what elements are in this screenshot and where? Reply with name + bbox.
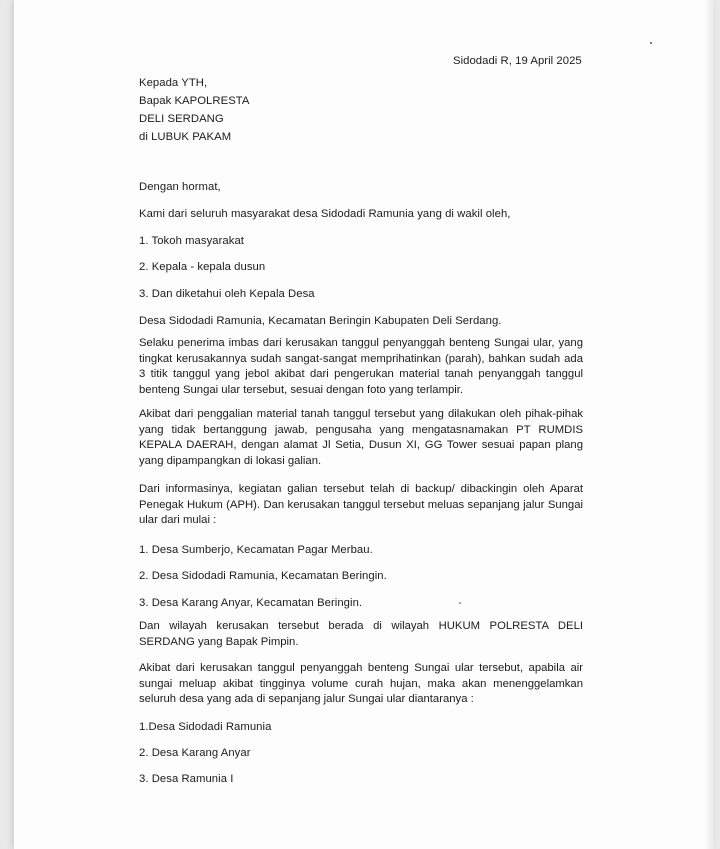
representative-item: 3. Dan diketahui oleh Kepala Desa <box>139 288 315 300</box>
paper-speck <box>459 602 461 604</box>
body-paragraph: Selaku penerima imbas dari kerusakan tanggul penyanggah benteng Sungai ular, yang tingkat kerusakannya sudah sangat-sangat memprihatinkan (parah), bahkan sudah ada 3 titik tanggul yang jebol akibat dari pengerukan material tanah penyanggah tanggul benteng Sungai ular tersebut, sesuai dengan foto yang terlampir. <box>139 337 583 396</box>
recipient-line: Bapak KAPOLRESTA <box>139 95 250 107</box>
recipient-line: DELI SERDANG <box>139 113 224 125</box>
flood-village-item: 2. Desa Karang Anyar <box>139 747 251 759</box>
flood-village-item: 3. Desa Ramunia I <box>139 773 234 785</box>
paper-speck <box>650 42 652 44</box>
representative-item: 2. Kepala - kepala dusun <box>139 261 266 273</box>
intro-line: Kami dari seluruh masyarakat desa Sidodadi Ramunia yang di wakil oleh, <box>139 208 511 220</box>
body-paragraph: Akibat dari penggalian material tanah tanggul tersebut yang dilakukan oleh pihak-pihak yang tidak bertanggung jawab, pengusaha yang mengatasnamakan PT RUMDIS KEPALA DAERAH, dengan alamat Jl Setia, Dusun XI, GG Tower sesuai papan plang yang dipampangkan di lokasi galian. <box>139 408 583 467</box>
recipient-line: di LUBUK PAKAM <box>139 131 232 143</box>
body-paragraph: Akibat dari kerusakan tanggul penyanggah benteng Sungai ular tersebut, apabila air sungai meluap akibat tingginya volume curah hujan, maka akan menenggelamkan seluruh desa yang ada di sepanjang jalur Sungai ular diantaranya : <box>139 662 583 706</box>
representative-item: 1. Tokoh masyarakat <box>139 235 244 247</box>
greeting: Dengan hormat, <box>139 181 221 193</box>
affected-village-item: 1. Desa Sumberjo, Kecamatan Pagar Merbau. <box>139 544 373 556</box>
flood-village-item: 1.Desa Sidodadi Ramunia <box>139 721 272 733</box>
body-paragraph: Dan wilayah kerusakan tersebut berada di wilayah HUKUM POLRESTA DELI SERDANG yang Bapak Pimpin. <box>139 620 583 648</box>
place-date: Sidodadi R, 19 April 2025 <box>453 55 582 67</box>
body-paragraph: Dari informasinya, kegiatan galian tersebut telah di backup/ dibackingin oleh Aparat Penegak Hukum (APH). Dan kerusakan tanggul tersebut meluas sepanjang jalur Sungai ular dari mulai : <box>139 483 583 527</box>
page-edge-shadow <box>704 0 714 849</box>
affected-village-item: 2. Desa Sidodadi Ramunia, Kecamatan Beringin. <box>139 570 387 582</box>
recipient-line: Kepada YTH, <box>139 77 208 89</box>
location-line: Desa Sidodadi Ramunia, Kecamatan Beringin Kabupaten Deli Serdang. <box>139 315 502 327</box>
affected-village-item: 3. Desa Karang Anyar, Kecamatan Beringin. <box>139 597 363 609</box>
